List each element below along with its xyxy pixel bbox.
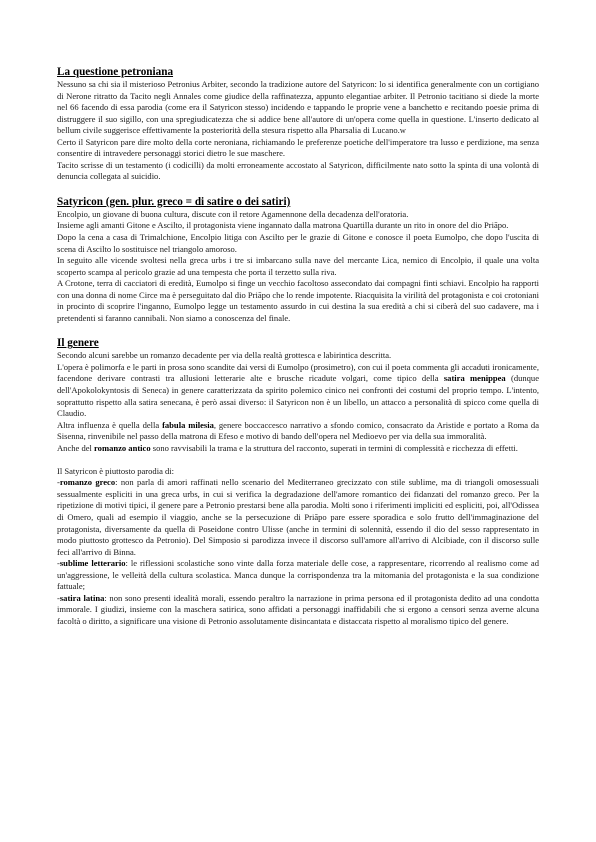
paragraph: A Crotone, terra di cacciatori di eredità, Eumolpo si finge un vecchio facoltoso assecondato dai compagni finti schiavi. Encolpio ha rapporti con una donna di nome Circe ma è perseguitato dal dio Priāpo che lo rende impotente. Riacquisita la virilità del protagonista e coi crotoniani in procinto di scoprire l'inganno, Eumolpo legge un testamento assurdo in cui destina la sua eredità a chi si ciberà del suo cadavere, ma i pretendenti si faranno cannibali. Non siamo a conoscenza del finale. xyxy=(57,278,539,323)
bold-term: sublime letterario xyxy=(59,558,126,569)
paragraph: L'opera è polimorfa e le parti in prosa sono scandite dai versi di Eumolpo (prosimetro), con cui il poeta commenta gli accaduti ironicamente, facendone derivare contrasti tra allusioni letterarie alte e brusche ricadute volgari, come tipico della satira menippea (dunque dell'Apokolokyntosis di Seneca) in genere caratterizzata da spirito polemico cinico nei confronti dei costumi del proprio tempo. L'intento, soprattutto rispetto alla satira senecana, è però assai diverso: il Satyricon non è un libello, un attacco a personalità di spicco come quella di Claudio. xyxy=(57,361,539,419)
section-heading: La questione petroniana xyxy=(57,66,174,78)
bold-term: romanzo greco xyxy=(59,477,116,488)
bold-term: romanzo antico xyxy=(94,442,151,453)
list-item: -satira latina: non sono presenti idealità morali, essendo peraltro la narrazione in prima persona ed il protagonista dedito ad una condotta immorale. I giudizi, insieme con la maschera satirica, sono affidati a personaggi inaffidabili che si ergono a censori senza averne alcuna facoltà o diritto, a significare una visione di Petronio assolutamente disincantata e distaccata rispetto al moralismo tipico del genere. xyxy=(57,592,540,626)
blank-line xyxy=(57,454,539,466)
paragraph: Secondo alcuni sarebbe un romanzo decadente per via della realtà grottesca e labirintica descritta. xyxy=(57,350,392,361)
paragraph: In seguito alle vicende svoltesi nella greca urbs i tre si imbarcano sulla nave del mercante Lica, nemico di Encolpio, il quale una volta scoperto scampa al pericolo grazie ad una tempesta che porta il terzetto sulla riva. xyxy=(57,255,539,277)
paragraph: Anche del romanzo antico sono ravvisabili la trama e la struttura del racconto, superati in termini di complessità e ricchezza di effetti. xyxy=(57,442,518,453)
section-il-genere xyxy=(57,337,539,627)
paragraph: Nessuno sa chi sia il misterioso Petronius Arbiter, secondo la tradizione autore del Satyricon: lo si identifica generalmente con un cortigiano di Nerone ritratto da Tacito negli Annales come giudice della raffinatezza, appunto elegantiae arbiter. Il Petronio tacitiano si diede la morte nel 66 facendo di essa parodia (come era il Satyricon stesso) incidendo e tappando le proprie vene a banchetto e recitando poesie prima di distruggere il suo sigillo, con una spregiudicatezza che si addice bene all'autore di un'opera come quella in questione. L'inserto dedicato al bellum civile suggerisce effettivamente la posteriorità della stesura rispetto alla Pharsalia di Lucano.w xyxy=(57,79,539,136)
paragraph: Il Satyricon è piuttosto parodia di: xyxy=(57,465,175,476)
bold-term: fabula milesia xyxy=(162,419,214,430)
section-heading: Il genere xyxy=(57,337,99,350)
section-questione-petroniana xyxy=(57,66,539,183)
paragraph: Certo il Satyricon pare dire molto della corte neroniana, richiamando le preferenze poetiche dell'imperatore tra lusso e perdizione, ma senza consentire di intravedere personaggi storici dietro le sue maschere. xyxy=(57,136,539,159)
bold-term: satira menippea xyxy=(443,373,506,384)
paragraph: Insieme agli amanti Gitone e Ascilto, il protagonista viene ingannato dalla matrona Quartilla durante un rito in onore del dio Priāpo. xyxy=(57,220,509,231)
paragraph: Dopo la cena a casa di Trimalchione, Encolpio litiga con Ascilto per le grazie di Gitone e conosce il poeta Eumolpo, che dopo l'uscita di scena di Ascilto lo sostituisce nel triangolo amoroso. xyxy=(57,232,539,254)
paragraph: Tacito scrisse di un testamento (i codicilli) da molti erroneamente accostato al Satyricon, difficilmente nato sotto la spinta di una volontà di denuncia collegata al suicidio. xyxy=(57,159,539,182)
document-page xyxy=(57,66,539,627)
paragraph: Altra influenza è quella della fabula milesia, genere boccaccesco narrativo a sfondo comico, consacrato da Aristide e portato a Roma da Sisenna, rinvenibile nel passo della matrona di Efeso e motivo di bando dell'opera nel Medioevo per via della sua immoralità. xyxy=(57,419,539,442)
section-satyricon xyxy=(57,196,539,324)
list-item: -romanzo greco: non parla di amori raffinati nello scenario del Mediterraneo grecizzato con stile sublime, ma di triangoli omosessuali sessualmente espliciti in una greca urbs, in cui si verifica la degradazione dell'amore romantico dei fidanzati del romanzo greco. Per la ripetizione di motivi tipici, il genere pare a Petronio prestarsi bene alla parodia. Molti sono i riferimenti impliciti ed espliciti, poi, all'Odissea di Omero, quali ad esempio il viaggio, anche se la persecuzione di Priāpo pare essere sporadica e solo frutto dell'immaginazione del protagonista, diversamente da quella di Poseidone contro Ulisse (anche in termini di solennità, essendo il dio del sesso rappresentato in modo piuttosto grottesco da Petronio). Del Simposio si parodizza invece il discorso sull'amore all'arrivo di Alcibiade, con il discorso sulle feci all'arrivo di Binna. xyxy=(57,477,539,557)
bold-term: satira latina xyxy=(59,592,105,603)
list-item: -sublime letterario: le riflessioni scolastiche sono vinte dalla forza materiale delle cose, a rappresentare, ricorrendo al realismo come ad un'aggressione, le velleità della cultura scolastica. Manca dunque la corrispondenza tra la mitomania del protagonista e la sua condizione fattuale; xyxy=(57,558,539,592)
paragraph: Encolpio, un giovane di buona cultura, discute con il retore Agamennone della decadenza dell'oratoria. xyxy=(57,208,409,219)
section-heading: Satyricon (gen. plur. greco = di satire o dei satiri) xyxy=(57,195,291,208)
